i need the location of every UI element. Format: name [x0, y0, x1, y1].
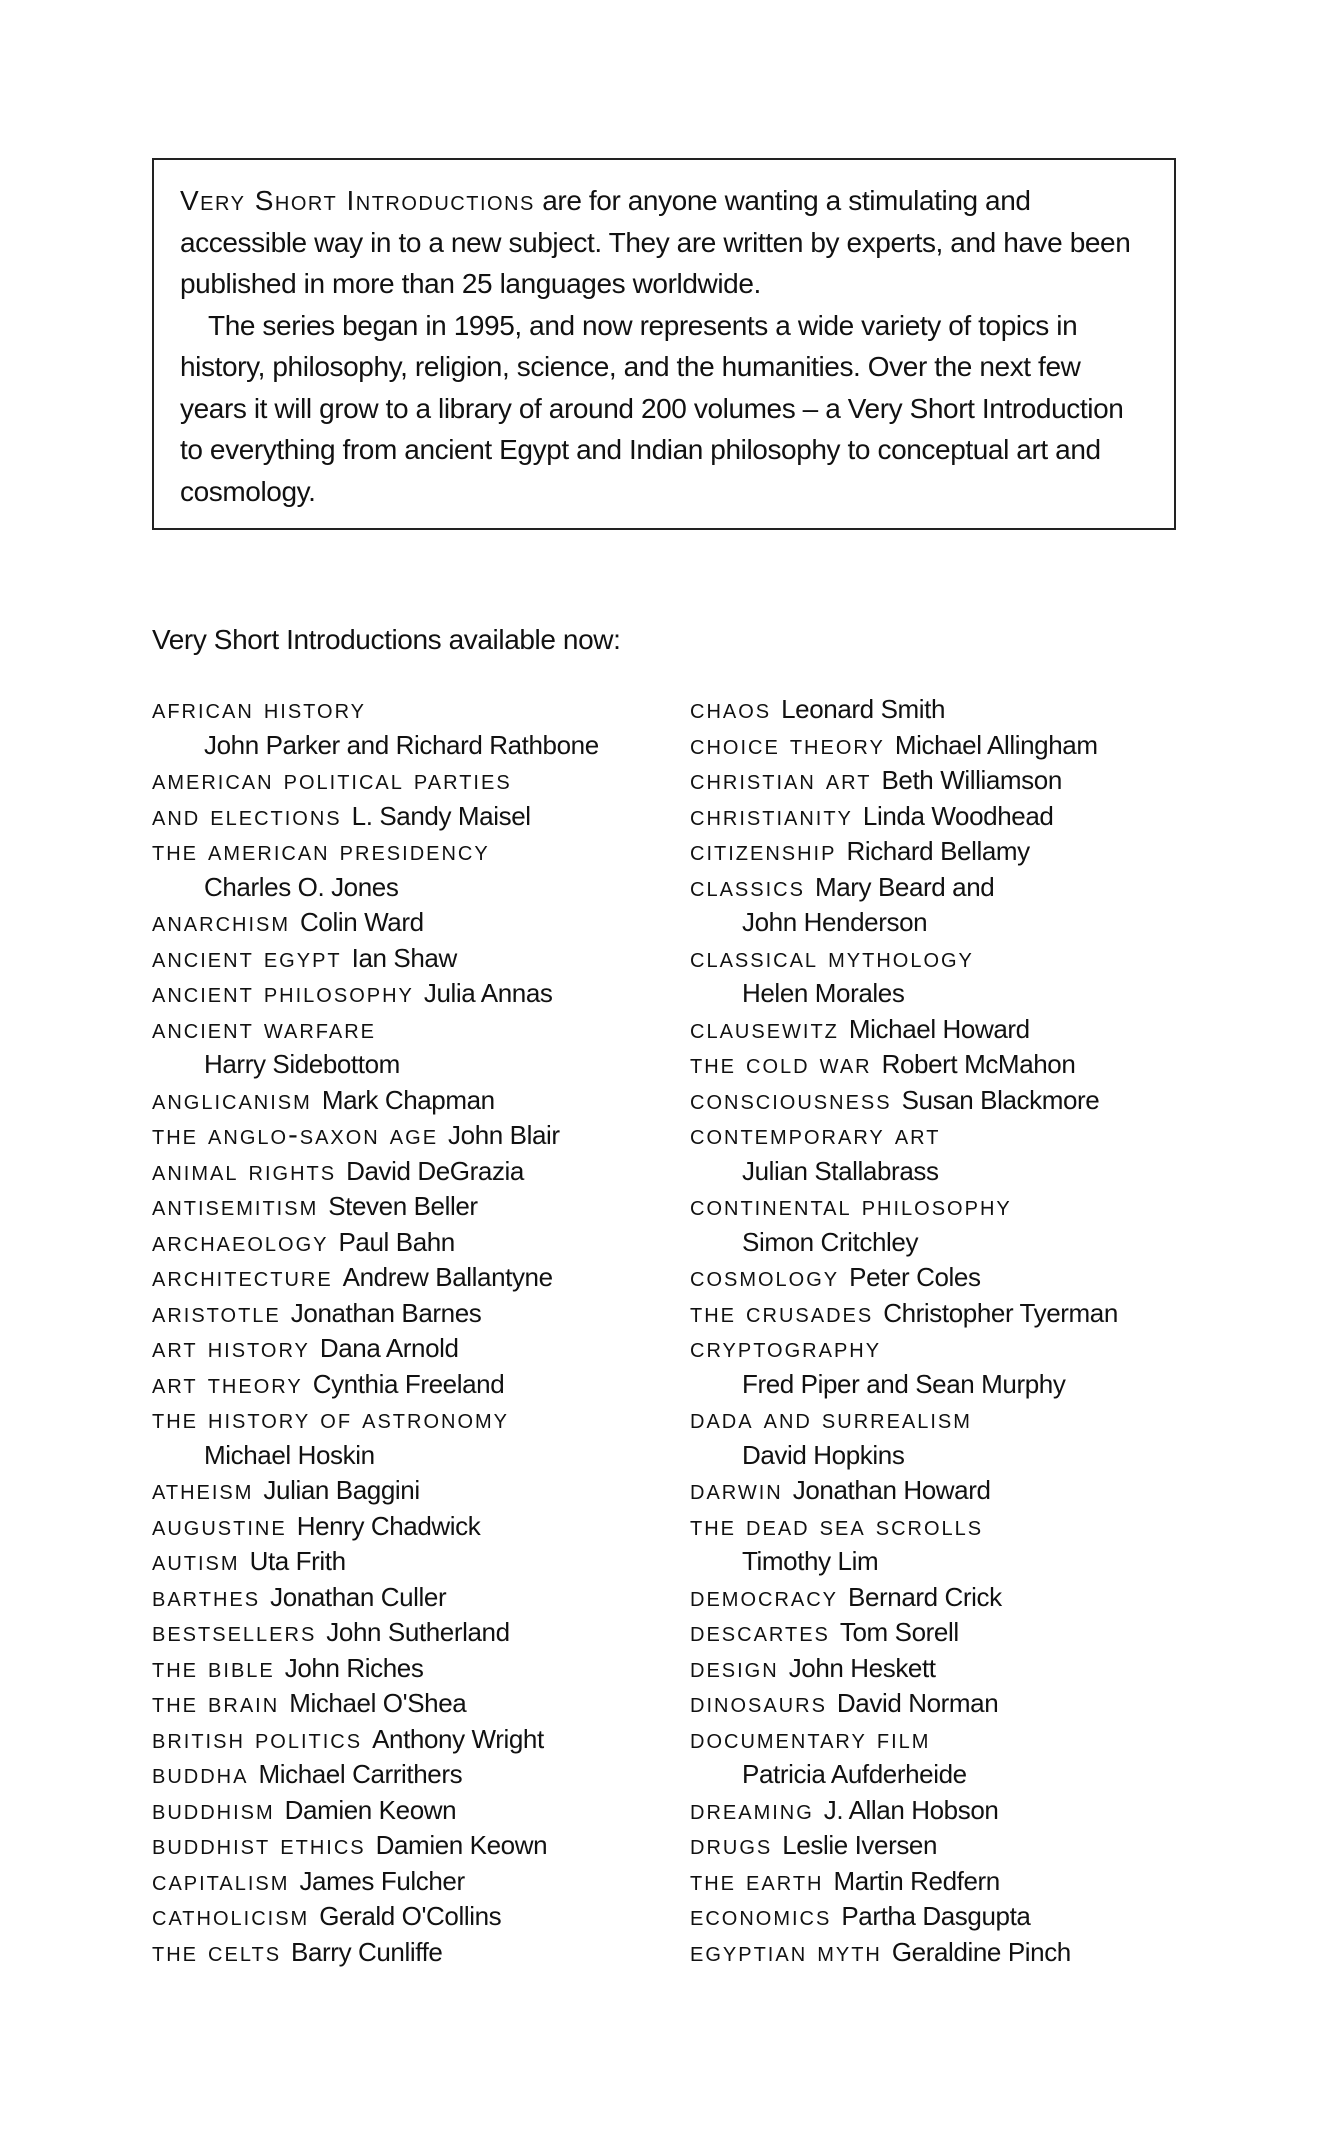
book-title: dada and surrealism [690, 1403, 972, 1435]
book-author: Michael Howard [848, 1013, 1030, 1044]
book-author: Susan Blackmore [901, 1084, 1100, 1115]
list-item [152, 1864, 692, 1900]
list-item [690, 905, 1230, 941]
list-item [152, 1083, 692, 1119]
book-author: John Parker and Richard Rathbone [204, 729, 599, 760]
list-item [690, 1331, 1230, 1367]
list-item [152, 1899, 692, 1935]
book-title: classical mythology [690, 941, 974, 974]
book-title: egyptian myth [690, 1935, 882, 1968]
list-item [152, 1757, 692, 1793]
book-author: Fred Piper and Sean Murphy [742, 1368, 1066, 1399]
book-title: bestsellers [152, 1616, 317, 1648]
book-author: David Hopkins [742, 1439, 905, 1470]
book-title: design [690, 1651, 779, 1684]
book-author: Julian Baggini [263, 1475, 420, 1505]
book-author: Andrew Ballantyne [342, 1262, 553, 1292]
book-author: Anthony Wright [372, 1723, 544, 1754]
book-title: ancient egypt [152, 941, 342, 974]
book-author: Mary Beard and [814, 871, 995, 902]
book-title: choice theory [690, 728, 885, 761]
book-author: Jonathan Barnes [290, 1297, 482, 1328]
book-title: british politics [152, 1722, 363, 1755]
list-item [690, 1722, 1230, 1758]
book-author: Michael Allingham [894, 729, 1098, 760]
list-item [690, 1012, 1230, 1048]
list-item [152, 728, 692, 764]
book-title: capitalism [152, 1864, 290, 1897]
list-item [152, 870, 692, 906]
book-author: Damien Keown [375, 1830, 548, 1860]
book-title: african history [152, 693, 367, 725]
list-item [152, 1544, 692, 1580]
book-title: buddhism [152, 1793, 275, 1826]
book-title: classics [690, 870, 805, 903]
list-item [152, 1154, 692, 1190]
book-author: Helen Morales [742, 978, 905, 1008]
book-title: contemporary art [690, 1119, 941, 1151]
list-item [690, 1296, 1230, 1332]
book-author: James Fulcher [299, 1865, 465, 1896]
book-author: Jonathan Howard [792, 1475, 991, 1505]
book-title: the celts [152, 1935, 282, 1968]
list-item [152, 834, 692, 870]
list-item [690, 1438, 1230, 1474]
list-item [690, 1935, 1230, 1971]
book-title: christianity [690, 799, 853, 832]
book-author: Damien Keown [284, 1794, 457, 1825]
book-author: Tom Sorell [839, 1617, 959, 1647]
book-title: and elections [152, 799, 342, 832]
list-item [152, 1651, 692, 1687]
book-author: Charles O. Jones [204, 871, 399, 902]
book-author: Martin Redfern [833, 1865, 1000, 1896]
book-title: anglicanism [152, 1083, 312, 1116]
book-author: John Heskett [788, 1652, 936, 1683]
list-item [690, 1260, 1230, 1296]
list-item [690, 1367, 1230, 1403]
list-item [690, 1793, 1230, 1829]
book-title: cosmology [690, 1261, 840, 1293]
book-title: architecture [152, 1261, 333, 1293]
list-item [690, 1757, 1230, 1793]
list-item [690, 1864, 1230, 1900]
book-author: Cynthia Freeland [312, 1368, 505, 1399]
book-title: documentary film [690, 1722, 931, 1755]
book-author: Paul Bahn [338, 1226, 455, 1257]
list-item [152, 1118, 692, 1154]
list-item [690, 1615, 1230, 1651]
book-title: the brain [152, 1687, 280, 1719]
list-item [690, 1509, 1230, 1545]
book-author: Patricia Aufderheide [742, 1759, 967, 1789]
list-item [152, 1722, 692, 1758]
list-item [690, 1225, 1230, 1261]
list-item [152, 692, 692, 728]
book-author: Michael Carrithers [258, 1759, 463, 1789]
list-item [152, 763, 692, 799]
book-title: art theory [152, 1367, 303, 1400]
list-item [690, 1154, 1230, 1190]
list-item [690, 1118, 1230, 1154]
list-item [152, 799, 692, 835]
book-author: Michael Hoskin [204, 1439, 375, 1470]
title-list-left-column [152, 692, 692, 1970]
list-item [690, 728, 1230, 764]
series-description-box [152, 158, 1176, 530]
list-item [152, 1509, 692, 1545]
book-title: cryptography [690, 1332, 882, 1364]
book-author: Michael O'Shea [289, 1688, 467, 1718]
book-author: Julia Annas [423, 978, 553, 1008]
book-title: animal rights [152, 1154, 337, 1187]
list-item [152, 1331, 692, 1367]
list-item [690, 1402, 1230, 1438]
book-title: descartes [690, 1616, 830, 1648]
book-author: J. Allan Hobson [823, 1794, 999, 1825]
book-title: art history [152, 1332, 310, 1364]
list-item [152, 1438, 692, 1474]
intro-paragraph-1-text: are for anyone wanting a stimulating and accessible way in to a new subject. They are written by experts, and have been published in more than 25 languages worldwide. [180, 185, 1131, 299]
book-title: the crusades [690, 1296, 874, 1329]
book-author: Christopher Tyerman [883, 1297, 1118, 1328]
book-title: augustine [152, 1509, 287, 1542]
book-title: barthes [152, 1580, 261, 1613]
book-title: atheism [152, 1474, 254, 1506]
list-item [690, 799, 1230, 835]
intro-paragraph-1 [180, 180, 1150, 305]
book-title: buddhist ethics [152, 1829, 366, 1861]
list-item [690, 692, 1230, 728]
title-list-right-column [690, 692, 1230, 1970]
series-name: Very Short Introductions [180, 185, 535, 216]
book-author: Harry Sidebottom [204, 1049, 400, 1079]
list-item [152, 1402, 692, 1438]
book-title: dreaming [690, 1793, 814, 1826]
book-title: the earth [690, 1864, 824, 1897]
list-item [690, 870, 1230, 906]
list-item [152, 1473, 692, 1509]
book-title: ancient philosophy [152, 977, 414, 1009]
book-author: Steven Beller [328, 1191, 478, 1221]
list-item [152, 1296, 692, 1332]
book-author: John Henderson [742, 907, 928, 937]
book-author: Dana Arnold [319, 1333, 459, 1363]
book-author: Leonard Smith [781, 694, 946, 724]
book-title: ancient warfare [152, 1012, 376, 1045]
book-title: archaeology [152, 1225, 329, 1258]
book-title: the anglo-saxon age [152, 1119, 439, 1151]
list-item [690, 1047, 1230, 1083]
book-title: autism [152, 1545, 240, 1577]
book-author: Partha Dasgupta [841, 1901, 1031, 1931]
book-title: continental philosophy [690, 1190, 1012, 1222]
list-item [152, 1935, 692, 1971]
list-item [152, 1686, 692, 1722]
list-item [690, 941, 1230, 977]
list-item [152, 905, 692, 941]
book-author: Linda Woodhead [862, 800, 1054, 831]
list-item [152, 1793, 692, 1829]
intro-paragraph-2: The series began in 1995, and now represents a wide variety of topics in history, philosophy, religion, science, and the humanities. Over the next few years it will grow to a library of around 200 volumes – a Very Short Introduction to everything from ancient Egypt and Indian philosophy to conceptual art and cosmology. [180, 309, 1124, 507]
list-item [152, 1189, 692, 1225]
book-title: american political parties [152, 764, 512, 796]
book-author: Uta Frith [249, 1546, 346, 1576]
list-item [152, 1047, 692, 1083]
list-item [152, 1225, 692, 1261]
book-author: Julian Stallabrass [742, 1155, 939, 1186]
book-author: Jonathan Culler [270, 1581, 447, 1612]
available-now-heading: Very Short Introductions available now: [152, 624, 621, 655]
book-author: Bernard Crick [848, 1581, 1002, 1612]
book-author: David DeGrazia [346, 1155, 524, 1186]
book-author: Mark Chapman [321, 1084, 495, 1115]
book-title: anarchism [152, 906, 291, 938]
list-item [690, 1473, 1230, 1509]
list-item [152, 941, 692, 977]
book-author: Robert McMahon [881, 1049, 1076, 1079]
book-author: David Norman [836, 1688, 999, 1718]
book-title: democracy [690, 1580, 839, 1613]
book-title: the american presidency [152, 835, 490, 867]
book-title: the dead sea scrolls [690, 1509, 984, 1542]
list-item [690, 1686, 1230, 1722]
book-author: Gerald O'Collins [319, 1901, 502, 1931]
book-title: catholicism [152, 1900, 310, 1932]
book-author: Beth Williamson [881, 765, 1062, 795]
book-title: the cold war [690, 1048, 872, 1080]
book-author: John Riches [284, 1652, 424, 1683]
book-title: christian art [690, 764, 872, 796]
book-title: the bible [152, 1651, 275, 1684]
book-author: Geraldine Pinch [891, 1936, 1071, 1967]
book-title: buddha [152, 1758, 249, 1790]
list-item [690, 1899, 1230, 1935]
list-item [152, 1580, 692, 1616]
book-title: aristotle [152, 1296, 281, 1329]
book-author: Ian Shaw [351, 942, 457, 973]
book-title: drugs [690, 1829, 773, 1861]
book-title: chaos [690, 693, 772, 725]
list-item [152, 1260, 692, 1296]
book-title: citizenship [690, 835, 837, 867]
book-author: Henry Chadwick [296, 1510, 481, 1541]
list-item [690, 1828, 1230, 1864]
book-title: antisemitism [152, 1190, 319, 1222]
book-author: John Sutherland [326, 1617, 510, 1647]
book-author: Simon Critchley [742, 1226, 919, 1257]
book-author: Peter Coles [849, 1262, 981, 1292]
list-item [152, 1828, 692, 1864]
book-title: clausewitz [690, 1012, 839, 1045]
list-item [690, 763, 1230, 799]
list-item [152, 1615, 692, 1651]
list-item [152, 976, 692, 1012]
book-author: Leslie Iversen [782, 1830, 938, 1860]
book-author: Colin Ward [300, 907, 424, 937]
book-author: John Blair [448, 1120, 560, 1150]
book-author: Richard Bellamy [846, 836, 1030, 866]
book-title: dinosaurs [690, 1687, 827, 1719]
list-item [152, 1367, 692, 1403]
list-item [690, 1580, 1230, 1616]
book-author: Barry Cunliffe [291, 1936, 443, 1967]
book-title: economics [690, 1900, 832, 1932]
list-item [690, 1189, 1230, 1225]
list-item [690, 834, 1230, 870]
list-item [690, 976, 1230, 1012]
list-item [152, 1012, 692, 1048]
book-title: the history of astronomy [152, 1403, 510, 1435]
list-item [690, 1544, 1230, 1580]
book-author: L. Sandy Maisel [351, 800, 531, 831]
book-title: consciousness [690, 1083, 892, 1116]
list-item [690, 1083, 1230, 1119]
book-title: darwin [690, 1474, 783, 1506]
book-author: Timothy Lim [742, 1546, 879, 1576]
list-item [690, 1651, 1230, 1687]
